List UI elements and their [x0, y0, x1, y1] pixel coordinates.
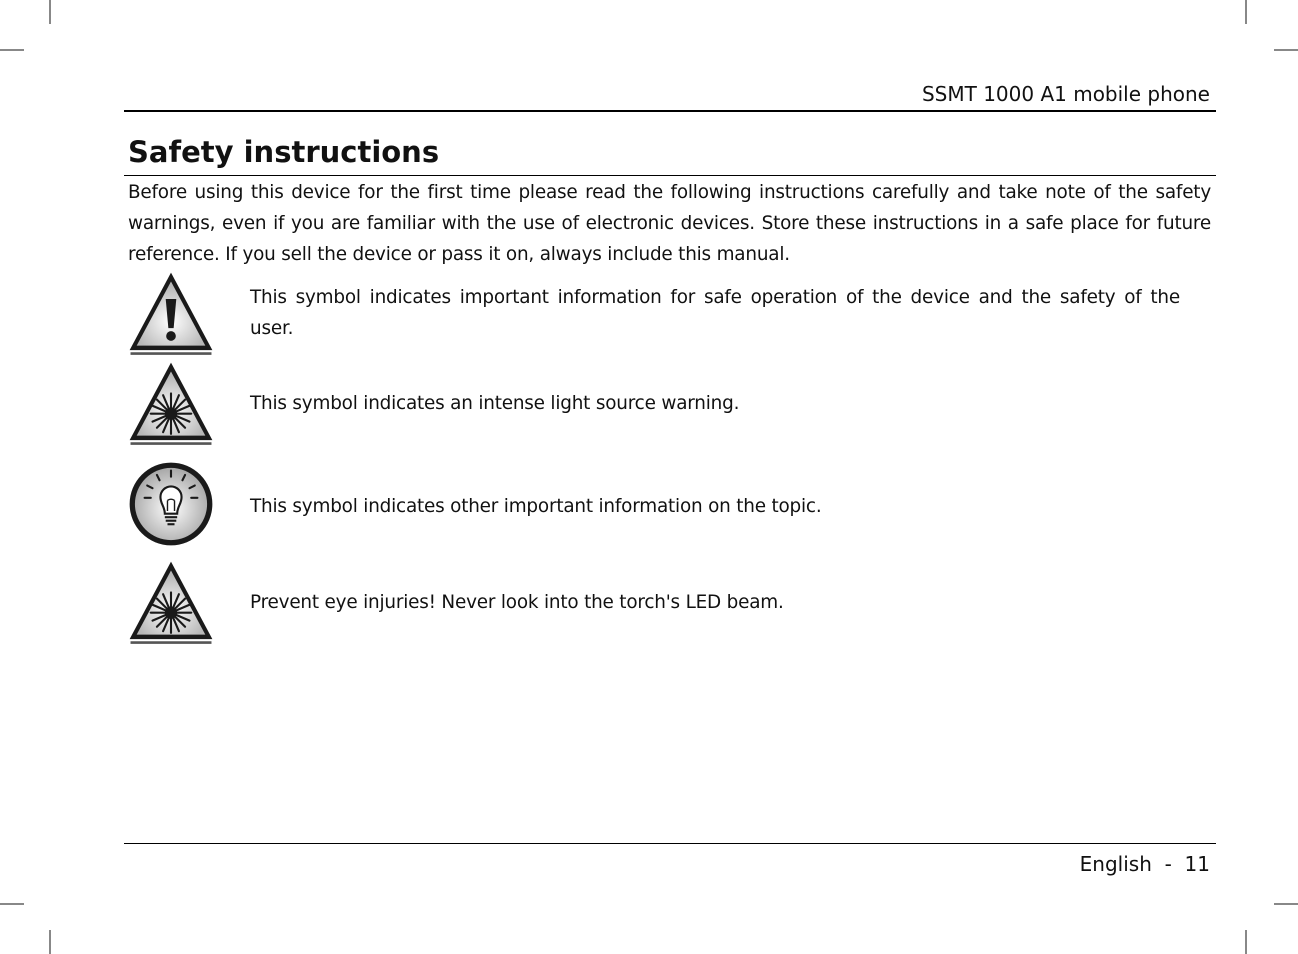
title-rule — [124, 175, 1216, 176]
header-rule — [124, 110, 1216, 112]
crop-mark — [1274, 903, 1298, 905]
page-number: 11 — [1184, 852, 1210, 876]
page-footer — [1080, 850, 1210, 878]
intro-paragraph: Before using this device for the first time please read the following instructions carefully and take note of the safety warnings, even if you are familiar with the use of electronic devices. Store these instructions in a safe place for future reference. If you sell the device or pass it on, always include this manual. — [128, 182, 1211, 265]
crop-mark — [49, 0, 51, 24]
symbol-description: This symbol indicates important information for safe operation of the device and the safety of the user. — [250, 287, 1180, 339]
intense-light-warning-icon — [127, 559, 215, 647]
crop-mark — [1274, 49, 1298, 51]
crop-mark — [1245, 0, 1247, 24]
footer-language: English — [1079, 852, 1152, 876]
symbol-description: Prevent eye injuries! Never look into the torch's LED beam. — [250, 592, 784, 613]
section-title: Safety instructions — [128, 135, 440, 169]
intense-light-warning-icon — [127, 360, 215, 448]
crop-mark — [0, 903, 24, 905]
crop-mark — [0, 49, 24, 51]
warning-exclamation-icon — [127, 270, 215, 358]
footer-rule — [124, 843, 1216, 844]
crop-mark — [1245, 930, 1247, 954]
footer-separator: - — [1164, 852, 1172, 876]
lightbulb-info-icon — [127, 460, 215, 548]
running-header: SSMT 1000 A1 mobile phone — [921, 82, 1210, 106]
symbol-description: This symbol indicates an intense light source warning. — [250, 393, 740, 414]
crop-mark — [49, 930, 51, 954]
symbol-description: This symbol indicates other important information on the topic. — [250, 496, 822, 517]
